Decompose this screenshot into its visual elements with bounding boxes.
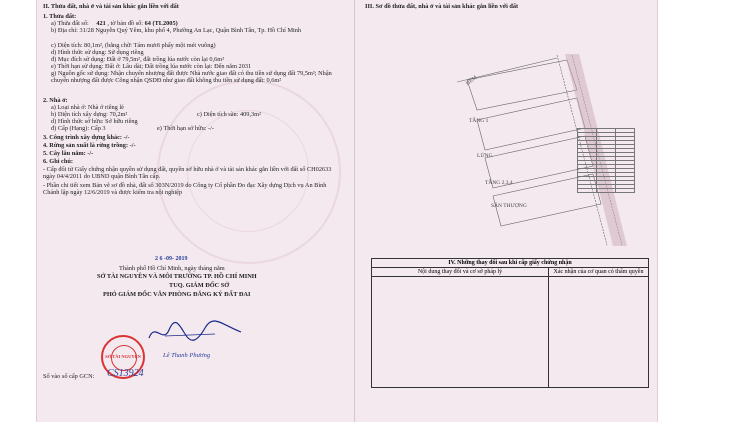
sign-role: PHÓ GIÁM ĐỐC VĂN PHÒNG ĐĂNG KÝ ĐẤT ĐAI [103,291,251,298]
sign-date-stamp: 2 6 -09- 2019 [155,256,188,262]
land-use-form: d) Hình thức sử dụng: Sử dụng riêng [51,49,144,56]
house-term: e) Thời hạn sở hữu: -/- [157,125,214,132]
house-grade: đ) Cấp (Hạng): Cấp 3 [51,125,106,132]
house-type: a) Loại nhà ở: Nhà ở riêng lẻ [51,104,124,111]
land-area: c) Diện tích: 80,1m², (bằng chữ: Tám mươi phẩy một mét vuông) [51,42,216,49]
changes-col-confirm: Xác nhận của cơ quan có thẩm quyền [549,268,649,277]
land-origin: g) Nguồn gốc sử dụng: Nhận chuyển nhượng đất được Nhà nước giao đất có thu tiền sử dụng đất 79,5m²; Nhận chuyển nhượng đất được Công nhận QSDĐ như giao đất không thu tiền sử dụng đất: 0,6m² [51,70,332,84]
section-ii-title: II. Thửa đất, nhà ở và tài sản khác gắn liền với đất [43,3,179,10]
notes-heading: 6. Ghi chú: [43,158,73,165]
column-divider [354,0,355,422]
changes-col-content: Nội dung thay đổi và cơ sở pháp lý [372,268,549,277]
changes-cell-confirm [549,277,649,388]
land-heading: 1. Thửa đất: [43,13,77,20]
land-purpose: đ) Mục đích sử dụng: Đất ở 79,5m², đất trồng lúa nước còn lại 0,6m² [51,56,225,63]
perennial: 5. Cây lâu năm: -/- [43,150,94,157]
other-works: 3. Công trình xây dựng khác: -/- [43,134,130,141]
land-term: e) Thời hạn sử dụng: Đất ở: Lâu dài; Đất trồng lúa nước còn lại: Đến năm 2031 [51,63,252,70]
signer-name: Lê Thanh Phương [163,352,211,359]
house-ownership: d) Hình thức sở hữu: Sở hữu riêng [51,118,138,125]
seal-text: SỞ TÀI NGUYÊN [105,354,141,359]
land-address: b) Địa chỉ: 31/28 Nguyễn Quý Yêm, khu phố 4, Phường An Lạc, Quận Bình Tân, Tp. Hồ Chí Minh [51,27,302,34]
changes-cell-content [372,277,549,388]
coordinate-table [577,128,635,193]
house-built-area: b) Diện tích xây dựng: 70,2m² [51,111,128,118]
house-heading: 2. Nhà ở: [43,97,68,104]
cert-no-label: Số vào sổ cấp GCN: [43,373,95,380]
cert-no: CS13924 [107,368,144,379]
signature [145,318,245,346]
sign-org: SỞ TÀI NGUYÊN VÀ MÔI TRƯỜNG TP. HỒ CHÍ MINH [97,273,257,280]
note-2: - Phần chi tiết xem Bản vẽ sơ đồ nhà, đất số 303N/2019 do Công ty Cổ phần Đo đạc Xây dựng Dịch vụ An Bình Chánh lập ngày 12/6/2019 và được kiểm tra nội nghiệp [43,182,327,196]
section-iii-title: III. Sơ đồ thửa đất, nhà ở và tài sản khác gắn liền với đất [365,3,519,10]
label-alley: HẺM [465,74,479,87]
note-1: - Cấp đổi từ Giấy chứng nhận quyền sử dụng đất, quyền sở hữu nhà ở và tài sản khác gắn liền với đất số CH02633 ngày 04/4/2011 do UBND quận Bình Tân cấp. [43,166,332,180]
label-floors-234: TẦNG 2,3,4 [485,180,513,186]
certificate-page [36,0,658,422]
house-floor-area: c) Diện tích sàn: 409,3m² [197,111,261,118]
plot-line: a) Thửa đất số: 421 , tờ bản đồ số: 64 (TL2005) [51,20,178,27]
label-roof: SÂN THƯỢNG [491,203,527,209]
label-floor1: TẦNG 1 [469,118,489,124]
label-mezzanine: LỬNG [477,153,493,159]
forest: 4. Rừng sản xuất là rừng trồng: -/- [43,142,136,149]
changes-table [371,258,649,388]
sign-sub: TUQ. GIÁM ĐỐC SỞ [169,282,230,289]
sign-place-date: Thành phố Hồ Chí Minh, ngày tháng năm [119,265,225,272]
changes-table-title: IV. Những thay đổi sau khi cấp giấy chứng nhận [372,259,649,268]
